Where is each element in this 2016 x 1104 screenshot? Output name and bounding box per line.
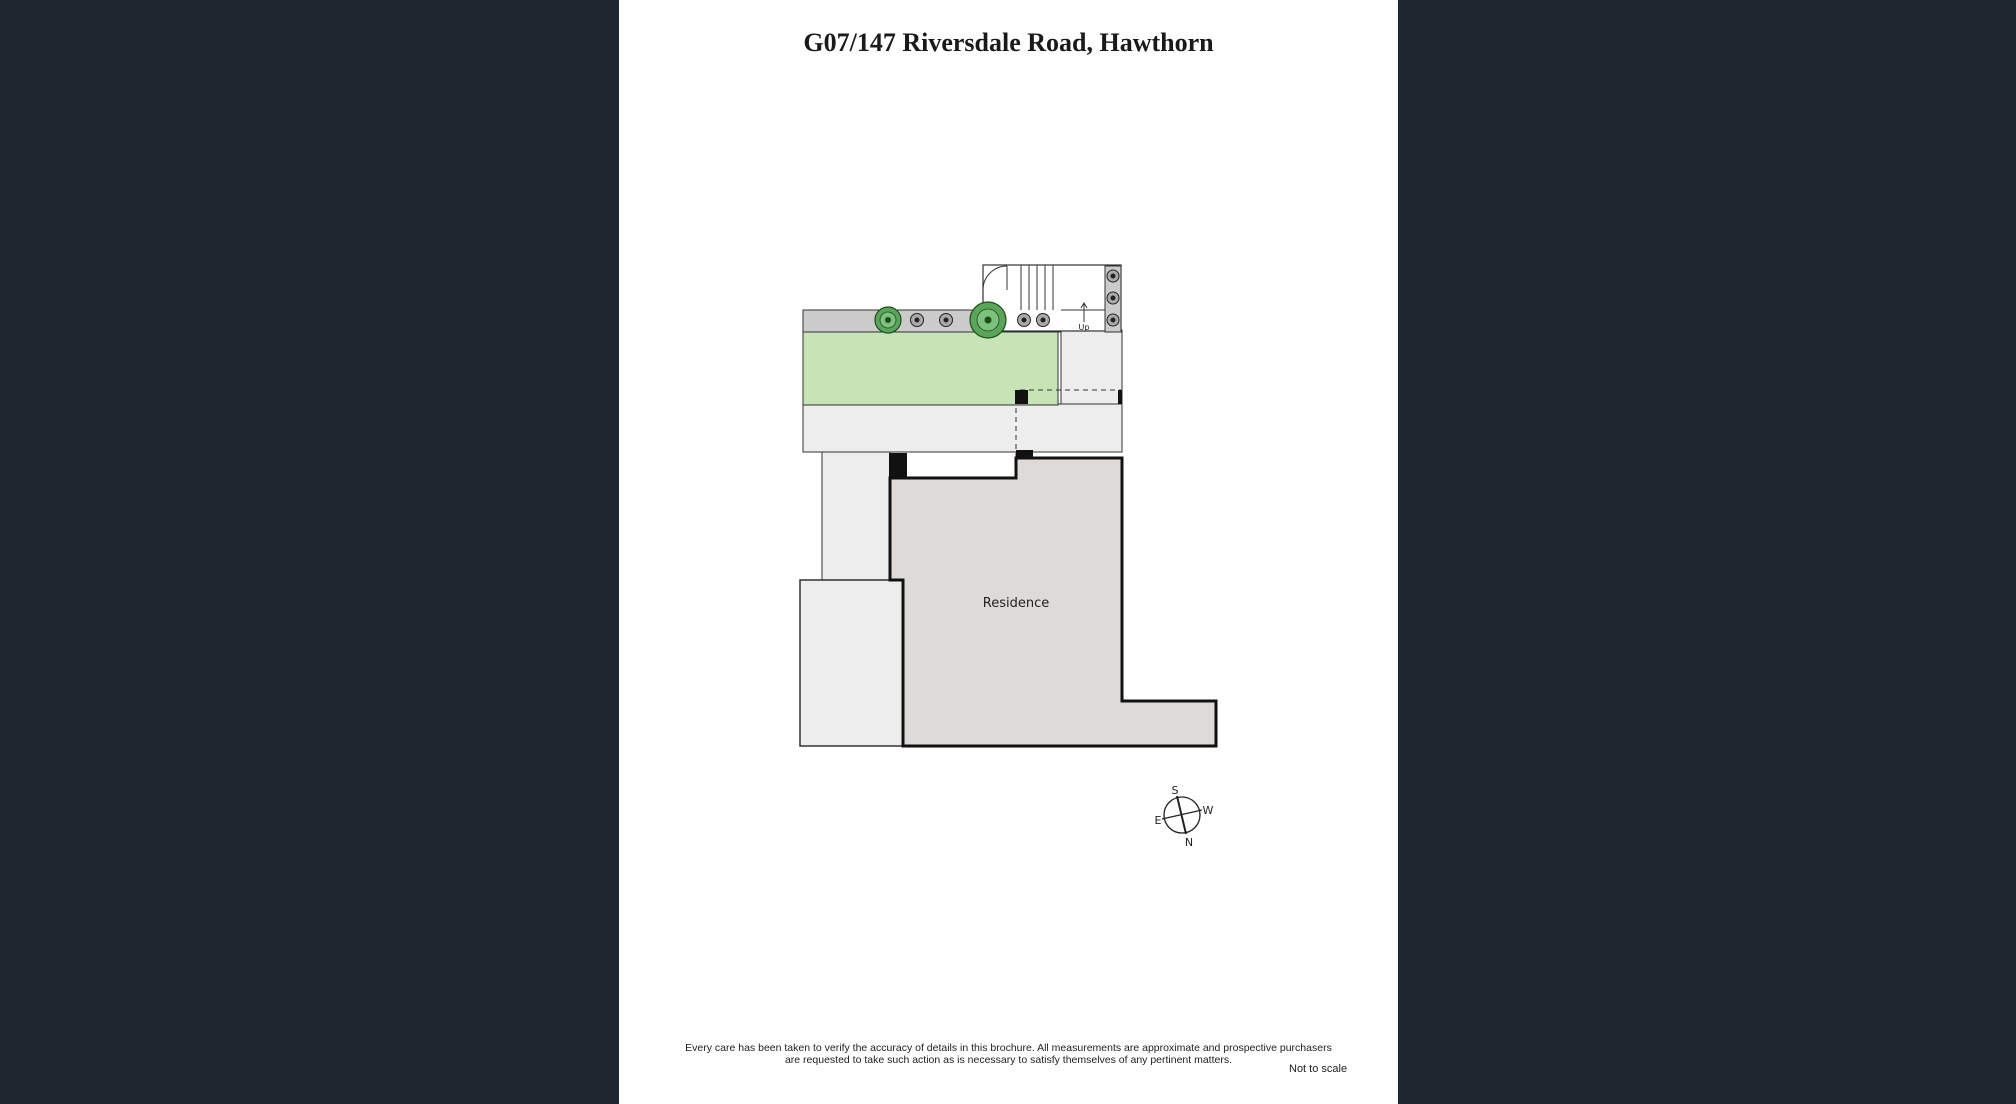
- shrub-icon: [1107, 270, 1119, 282]
- stair-label: Up: [1078, 323, 1090, 332]
- pier-block: [1118, 390, 1122, 404]
- compass-icon: [1162, 796, 1202, 834]
- tree-icon: [875, 307, 901, 333]
- page-title: G07/147 Riversdale Road, Hawthorn: [803, 28, 1214, 57]
- floorplan-page: [619, 0, 1398, 1104]
- shrub-icon: [1018, 314, 1031, 327]
- shrub-icon: [911, 314, 924, 327]
- compass-north-label: N: [1184, 836, 1194, 849]
- compass-south-label: S: [1171, 784, 1179, 797]
- pier-block: [1016, 450, 1033, 458]
- scale-note: Not to scale: [1289, 1063, 1348, 1075]
- residence-outline: [890, 458, 1216, 746]
- room-label-residence: Residence: [982, 596, 1050, 611]
- shrub-icon: [1107, 292, 1119, 304]
- carport-area: [800, 580, 903, 746]
- disclaimer-line-1: Every care has been taken to verify the accuracy of details in this brochure. All measurements are approximate and prospective purchasers: [685, 1042, 1332, 1054]
- floorplan-drawing: [619, 0, 1398, 1104]
- pier-block: [889, 453, 907, 477]
- disclaimer-line-2: are requested to take such action as is necessary to satisfy themselves of any pertinent matters.: [784, 1054, 1233, 1066]
- disclaimer: [619, 1042, 1398, 1066]
- pier-block: [1015, 390, 1028, 404]
- tree-icon: [970, 302, 1006, 338]
- courtyard-area: [803, 404, 1122, 452]
- compass-east-label: E: [1154, 814, 1162, 827]
- side-courtyard: [1061, 330, 1122, 404]
- compass-west-label: W: [1202, 804, 1214, 817]
- shrub-icon: [940, 314, 953, 327]
- shrub-icon: [1107, 314, 1119, 326]
- side-passage: [822, 452, 890, 580]
- shrub-icon: [1037, 314, 1050, 327]
